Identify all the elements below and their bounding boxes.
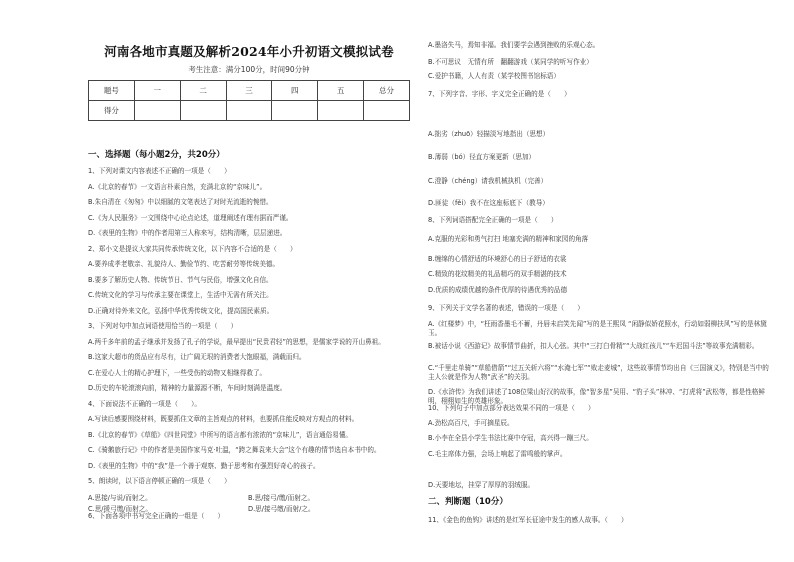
question-line: B.《北京的春节》《草船》《四世同堂》中所写的语言都有浓浓的“京味儿”，语言通俗易懂。 bbox=[88, 430, 353, 439]
question-line: A.《北京的春节》一文语言朴素自然，充满北京的“京味儿”。 bbox=[88, 182, 267, 191]
question-line: D.《表里的生物》中的作者用第三人称来写，结构清晰，层层递进。 bbox=[88, 229, 287, 237]
question-line: C.毛主席体力强，会场上响起了雷鸣般的掌声。 bbox=[428, 450, 567, 458]
score-cell: 五 bbox=[318, 81, 364, 101]
question5-options-row1 bbox=[88, 494, 410, 503]
question-line: A.写读后感要围绕材料，既要抓住文章的主旨观点的材料，也要抓住能反映对方观点的材料。 bbox=[88, 415, 359, 423]
question-line: C.爱护书籍，人人有责（某学校图书馆标语） bbox=[428, 72, 560, 80]
question-line: C.精致的花纹精美的礼品精巧的双手精湛的技术 bbox=[428, 270, 567, 278]
score-input-cell[interactable] bbox=[364, 101, 410, 121]
score-input-cell[interactable] bbox=[134, 101, 180, 121]
question-line: D.正确对待外来文化，弘扬中华优秀传统文化，提高国民素质。 bbox=[88, 306, 274, 315]
question-line: C.澄静（chéng）请我机械执机（完善） bbox=[428, 177, 548, 185]
score-cell: 四 bbox=[272, 81, 318, 101]
question-line: C.《骑鹅旅行记》中的作者是美国作家马克·吐温，“跨之舞袁来大会”这个有趣的情节选自本书中的。 bbox=[88, 446, 381, 454]
question-line: A.克服的光彩和勇气打扫 地塞充满的精神和家园的角落 bbox=[428, 235, 589, 243]
question-line: B.小李在全县小学生书法比赛中夺冠，高兴得一蹦三尺。 bbox=[428, 434, 593, 442]
question-line: 7、下列字音、字形、字义完全正确的是（ ） bbox=[428, 90, 571, 98]
question-line: B.被话小说《西游记》故事情节曲折，扣人心弦。其中“三打白骨精”“大战红孩儿”“车迟国斗法”等故事充满精彩。 bbox=[428, 342, 759, 350]
question-line: 8、下列词语搭配完全正确的一项是（ ） bbox=[428, 216, 558, 224]
option-c: C.思/援弓缴/而射之。 bbox=[88, 505, 152, 513]
question-line: D.天要地坛，挂穿了厚厚的羽绒服。 bbox=[428, 481, 535, 489]
question-line: B.缠绵的心情舒适的环境舒心的日子舒适的衣裳 bbox=[428, 255, 567, 263]
question-line: 11、《金色的鱼钩》讲述的是红军长征途中发生的感人故事。（ ） bbox=[428, 516, 628, 524]
question-line: 9、下列关于文学名著的表述，错误的一项是（ ） bbox=[428, 304, 584, 312]
score-table-score-row bbox=[89, 101, 410, 121]
question-line: A.墨洛失马，焉知非福。我们要学会遇到挫败的乐观心态。 bbox=[428, 41, 600, 49]
left-column bbox=[88, 0, 410, 562]
question-line: D.历史的车轮滚滚向前，精神的力量源源不断，车间时刻满是温度。 bbox=[88, 384, 287, 392]
option-a: A.思接/与说/而射之。 bbox=[88, 494, 152, 502]
question-line: A.劲松高百尺，手可摘星辰。 bbox=[428, 419, 514, 427]
score-cell: 得分 bbox=[89, 101, 135, 121]
question-line: A.拙劣（zhuō）轻描淡写地指出（思想） bbox=[428, 130, 550, 138]
question-line: C.“千里走单骑”“草船借箭”“过五关斩六将”“水淹七军”“败走麦城”，这些故事情节均出自《三国演义》，特别是当中的主人公就是作为人物“武圣”的关羽。 bbox=[428, 364, 769, 381]
question-line: C.在爱心人士的精心护理下，一些受伤的动物又相继得救了。 bbox=[88, 368, 267, 377]
question-line: 1、下列对课文内容表述不正确的一项是（ ） bbox=[88, 167, 231, 175]
question-line: C.传统文化的学习与传承主要在课堂上，生活中无需有所关注。 bbox=[88, 291, 273, 299]
page-title: 河南各地市真题及解析2024年小升初语文模拟试卷 bbox=[104, 44, 394, 59]
question-line: A.《红楼梦》中，“枉雨香墨毛不蓄，丹唇未启笑先闻”写的是王熙凤 “闲静似娇花照水，行动如弱柳扶风”写的是林黛玉。 bbox=[428, 320, 767, 337]
option-b: B.思/接弓/缴/而射之。 bbox=[248, 494, 315, 502]
score-cell: 二 bbox=[180, 81, 226, 101]
question-line: A.要养成孝老敬亲、礼貌待人、勤俭节约、吃苦耐劳等传统美德。 bbox=[88, 260, 280, 268]
question-line: D.《水浒传》为我们讲述了108位梁山好汉的故事，像“智多星”吴用、“豹子头”林冲、“打虎将”武松等，都是性格鲜明，栩栩如生的英雄形象。 bbox=[428, 388, 765, 405]
question-line: B.薄弱（bó）径直方案更新（思加） bbox=[428, 153, 536, 161]
section-title-choice: 一、选择题（每小题2分，共20分） bbox=[88, 150, 225, 160]
score-cell: 总分 bbox=[364, 81, 410, 101]
question-line: 2、郑小文是提议大家共同传承传统文化，以下内容不合适的是（ ） bbox=[88, 244, 297, 253]
question-line: B.这家大超市的货品应有尽有，让广阔无垠的消费者大饱眼福，满载而归。 bbox=[88, 353, 306, 361]
score-cell: 题号 bbox=[89, 81, 135, 101]
question-line: D.优质的成绩优越的条件优厚的待遇优秀的品德 bbox=[428, 286, 568, 294]
score-input-cell[interactable] bbox=[180, 101, 226, 121]
question-line: D.匪徒（fěi）我不在这座标底下（教导） bbox=[428, 199, 549, 207]
question-line: B.不可思议 无情有所 翻翻游戏（某同学的听写作业） bbox=[428, 58, 593, 66]
right-column bbox=[428, 0, 773, 562]
question-line: B.朱自清在《匆匆》中以细腻的文笔表达了对时光流逝的惋惜。 bbox=[88, 198, 273, 206]
question-line: D.《表里的生物》中的“我”是一个善于观察、勤于思考和有强烈好奇心的孩子。 bbox=[88, 461, 320, 470]
score-input-cell[interactable] bbox=[318, 101, 364, 121]
score-cell: 一 bbox=[134, 81, 180, 101]
section-title-judgement: 二、判断题（10分） bbox=[428, 497, 508, 507]
question-line: C.《为人民服务》一文围绕中心论点论述，道理阐述有理有据而严谨。 bbox=[88, 213, 293, 222]
question-line: 4、下面说法不正确的一项是（ ）。 bbox=[88, 399, 201, 408]
score-input-cell[interactable] bbox=[272, 101, 318, 121]
score-input-cell[interactable] bbox=[226, 101, 272, 121]
question-line: 6、下面各项中书写完全正确的一组是（ ） bbox=[88, 512, 225, 520]
exam-notice: 考生注意：满分100分，时间90分钟 bbox=[188, 65, 310, 74]
score-table-header-row bbox=[89, 81, 410, 101]
score-cell: 三 bbox=[226, 81, 272, 101]
question-line: A.两千多年前的孟子继承并发扬了孔子的学说，最早提出“民贵君轻”的思想，是儒家学说的开山鼻祖。 bbox=[88, 337, 385, 346]
score-table bbox=[88, 80, 410, 121]
question-line: 10、下列句子中加点部分表达效果不同的一项是（ ） bbox=[428, 404, 595, 412]
question-line: B.要多了解历史人物、传统节日、节气与民俗，增强文化自信。 bbox=[88, 275, 273, 284]
option-d: D.思/接弓缴/而射/之。 bbox=[248, 505, 315, 513]
question-line: 5、朗读时，以下语言停顿正确的一项是（ ） bbox=[88, 477, 231, 485]
question-line: 3、下列对句中加点词语使用恰当的一项是（ ） bbox=[88, 322, 238, 330]
